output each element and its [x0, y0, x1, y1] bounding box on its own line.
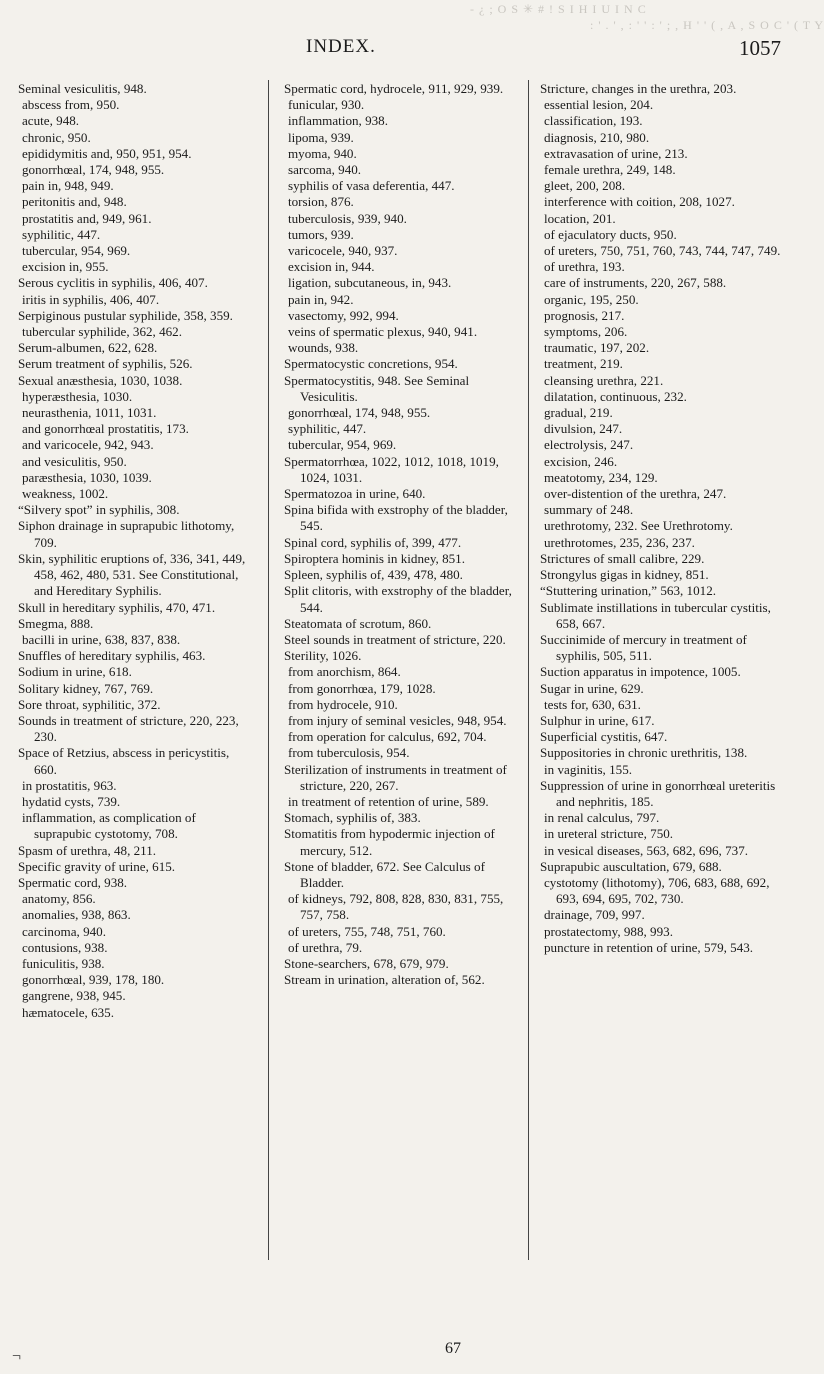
index-subentry: excision in, 955.	[22, 259, 109, 275]
corner-mark: ¬	[12, 1348, 22, 1365]
index-subentry: in renal calculus, 797.	[544, 810, 660, 826]
index-subentry: classification, 193.	[544, 113, 643, 129]
index-entry: Siphon drainage in suprapubic lithotomy, 709.	[18, 518, 235, 550]
index-entry: Spina bifida with exstrophy of the bladder, 545.	[284, 502, 508, 534]
index-subentry: excision in, 944.	[288, 259, 375, 275]
index-entry: Skin, syphilitic eruptions of, 336, 341, 449, 458, 462, 480, 531. See Constitutional, and Hereditary Syphilis.	[18, 550, 246, 599]
index-subentry: bacilli in urine, 638, 837, 838.	[22, 631, 181, 647]
index-subentry: peritonitis and, 948.	[22, 194, 127, 210]
column-divider	[268, 80, 269, 1260]
index-subentry: drainage, 709, 997.	[544, 907, 645, 923]
index-subentry: tests for, 630, 631.	[544, 696, 641, 712]
index-entry: Steatomata of scrotum, 860.	[284, 615, 432, 631]
index-subentry: interference with coition, 208, 1027.	[544, 194, 735, 210]
index-subentry: inflammation, as complication of suprapubic cystotomy, 708.	[22, 810, 196, 842]
index-entry: Stone of bladder, 672. See Calculus of Bladder.	[284, 858, 485, 890]
index-entry: Stone-searchers, 678, 679, 979.	[284, 955, 449, 971]
index-subentry: over-distention of the urethra, 247.	[544, 486, 727, 502]
index-entry: Smegma, 888.	[18, 615, 94, 631]
index-subentry: weakness, 1002.	[22, 486, 109, 502]
index-subentry: varicocele, 940, 937.	[288, 243, 398, 259]
index-entry: Strongylus gigas in kidney, 851.	[540, 567, 709, 583]
index-subentry: traumatic, 197, 202.	[544, 340, 650, 356]
index-entry: Spermatic cord, hydrocele, 911, 929, 939.	[284, 81, 504, 96]
page-header	[0, 36, 801, 66]
index-subentry: sarcoma, 940.	[288, 162, 362, 178]
index-subentry: organic, 195, 250.	[544, 291, 639, 307]
index-subentry: carcinoma, 940.	[22, 923, 106, 939]
index-subentry: in prostatitis, 963.	[22, 777, 117, 793]
index-subentry: prognosis, 217.	[544, 307, 625, 323]
index-subentry: of ureters, 755, 748, 751, 760.	[288, 923, 446, 939]
index-subentry: diagnosis, 210, 980.	[544, 129, 650, 145]
index-subentry: from hydrocele, 910.	[288, 696, 398, 712]
index-entry: Stomach, syphilis of, 383.	[284, 810, 421, 826]
index-subentry: iritis in syphilis, 406, 407.	[22, 291, 160, 307]
index-entry: Stricture, changes in the urethra, 203.	[540, 81, 737, 96]
index-subentry: funiculitis, 938.	[22, 955, 105, 971]
index-subentry: of urethra, 193.	[544, 259, 625, 275]
index-entry: Specific gravity of urine, 615.	[18, 858, 176, 874]
index-entry: Sterility, 1026.	[284, 648, 362, 664]
index-subentry: essential lesion, 204.	[544, 97, 654, 113]
index-entry: Sterilization of instruments in treatment of stricture, 220, 267.	[284, 761, 507, 793]
index-subentry: and gonorrhœal prostatitis, 173.	[22, 421, 189, 437]
index-subentry: vasectomy, 992, 994.	[288, 307, 399, 323]
index-subentry: paræsthesia, 1030, 1039.	[22, 469, 152, 485]
index-entry: Spermatorrhœa, 1022, 1012, 1018, 1019, 1024, 1031.	[284, 453, 499, 485]
index-entry: Suprapubic auscultation, 679, 688.	[540, 858, 722, 874]
index-entry: Superficial cystitis, 647.	[540, 729, 668, 745]
index-subentry: from anorchism, 864.	[288, 664, 401, 680]
index-subentry: anatomy, 856.	[22, 891, 96, 907]
index-entry: Suction apparatus in impotence, 1005.	[540, 664, 741, 680]
index-subentry: gonorrhœal, 174, 948, 955.	[22, 162, 165, 178]
index-subentry: of urethra, 79.	[288, 939, 363, 955]
index-subentry: tubercular syphilide, 362, 462.	[22, 324, 183, 340]
index-subentry: gonorrhœal, 939, 178, 180.	[22, 972, 165, 988]
index-subentry: and vesiculitis, 950.	[22, 453, 127, 469]
index-subentry: from injury of seminal vesicles, 948, 954.	[288, 712, 507, 728]
index-entry: Spermatozoa in urine, 640.	[284, 486, 426, 502]
index-subentry: care of instruments, 220, 267, 588.	[544, 275, 727, 291]
index-subentry: gradual, 219.	[544, 405, 613, 421]
index-entry: Skull in hereditary syphilis, 470, 471.	[18, 599, 216, 615]
index-subentry: of kidneys, 792, 808, 828, 830, 831, 755, 757, 758.	[288, 891, 504, 923]
index-subentry: from tuberculosis, 954.	[288, 745, 410, 761]
index-column-3	[540, 81, 784, 956]
index-entry: Suppression of urine in gonorrhœal ureteritis and nephritis, 185.	[540, 777, 776, 809]
index-subentry: of ureters, 750, 751, 760, 743, 744, 747, 749.	[544, 243, 781, 259]
index-entry: Steel sounds in treatment of stricture, 220.	[284, 631, 506, 647]
index-subentry: funicular, 930.	[288, 97, 365, 113]
index-subentry: treatment, 219.	[544, 356, 623, 372]
index-entry: Sodium in urine, 618.	[18, 664, 132, 680]
index-subentry: urethrotomes, 235, 236, 237.	[544, 534, 695, 550]
index-subentry: prostatectomy, 988, 993.	[544, 923, 673, 939]
page-title: INDEX.	[306, 36, 376, 57]
index-subentry: electrolysis, 247.	[544, 437, 634, 453]
page-number: 1057	[739, 36, 781, 60]
index-entry: Strictures of small calibre, 229.	[540, 550, 705, 566]
index-entry: Sugar in urine, 629.	[540, 680, 644, 696]
index-subentry: torsion, 876.	[288, 194, 354, 210]
index-entry: Serum-albumen, 622, 628.	[18, 340, 158, 356]
index-entry: Snuffles of hereditary syphilis, 463.	[18, 648, 206, 664]
index-subentry: divulsion, 247.	[544, 421, 623, 437]
index-entry: Sublimate instillations in tubercular cystitis, 658, 667.	[540, 599, 771, 631]
index-subentry: tubercular, 954, 969.	[288, 437, 397, 453]
index-subentry: pain in, 942.	[288, 291, 354, 307]
index-subentry: symptoms, 206.	[544, 324, 628, 340]
index-entry: Split clitoris, with exstrophy of the bladder, 544.	[284, 583, 512, 615]
index-subentry: myoma, 940.	[288, 145, 357, 161]
index-subentry: inflammation, 938.	[288, 113, 389, 129]
column-divider	[528, 80, 529, 1260]
index-entry: Spinal cord, syphilis of, 399, 477.	[284, 534, 462, 550]
index-subentry: syphilitic, 447.	[22, 226, 101, 242]
index-subentry: dilatation, continuous, 232.	[544, 388, 687, 404]
index-subentry: syphilitic, 447.	[288, 421, 367, 437]
index-entry: Suppositories in chronic urethritis, 138.	[540, 745, 748, 761]
index-subentry: in vaginitis, 155.	[544, 761, 633, 777]
index-column-1	[18, 81, 252, 1021]
index-subentry: hæmatocele, 635.	[22, 1004, 114, 1020]
index-subentry: epididymitis and, 950, 951, 954.	[22, 145, 192, 161]
index-entry: Sexual anæsthesia, 1030, 1038.	[18, 372, 183, 388]
index-entry: Space of Retzius, abscess in pericystitis, 660.	[18, 745, 230, 777]
index-subentry: in vesical diseases, 563, 682, 696, 737.	[544, 842, 749, 858]
index-subentry: lipoma, 939.	[288, 129, 354, 145]
index-entry: Serum treatment of syphilis, 526.	[18, 356, 193, 372]
index-subentry: wounds, 938.	[288, 340, 359, 356]
index-subentry: syphilis of vasa deferentia, 447.	[288, 178, 455, 194]
index-subentry: tumors, 939.	[288, 226, 354, 242]
index-subentry: tubercular, 954, 969.	[22, 243, 131, 259]
index-subentry: urethrotomy, 232. See Urethrotomy.	[544, 518, 733, 534]
index-entry: Solitary kidney, 767, 769.	[18, 680, 154, 696]
index-entry: “Stuttering urination,” 563, 1012.	[540, 583, 717, 599]
index-subentry: contusions, 938.	[22, 939, 108, 955]
index-subentry: ligation, subcutaneous, in, 943.	[288, 275, 452, 291]
index-subentry: from operation for calculus, 692, 704.	[288, 729, 487, 745]
index-entry: “Silvery spot” in syphilis, 308.	[18, 502, 180, 518]
index-subentry: of ejaculatory ducts, 950.	[544, 226, 677, 242]
bleed-through-text: - ¿ ; O S ✳ # ! S I H I U I N C	[470, 2, 647, 16]
index-subentry: abscess from, 950.	[22, 97, 120, 113]
index-entry: Stream in urination, alteration of, 562.	[284, 972, 485, 988]
index-entry: Serpiginous pustular syphilide, 358, 359.	[18, 307, 233, 323]
index-entry: Spermatocystic concretions, 954.	[284, 356, 458, 372]
index-subentry: in ureteral stricture, 750.	[544, 826, 674, 842]
index-subentry: veins of spermatic plexus, 940, 941.	[288, 324, 478, 340]
index-entry: Sounds in treatment of stricture, 220, 223, 230.	[18, 712, 239, 745]
index-subentry: chronic, 950.	[22, 129, 91, 145]
index-entry: Spermatocystitis, 948. See Seminal Vesiculitis.	[284, 372, 470, 404]
index-entry: Stomatitis from hypodermic injection of mercury, 512.	[284, 826, 495, 858]
index-subentry: meatotomy, 234, 129.	[544, 469, 658, 485]
bleed-through-text-2: : ' . ' , : ' ' : ' ; , H ' ' ( , A , S O C ' ( T Y	[590, 18, 824, 32]
index-subentry: and varicocele, 942, 943.	[22, 437, 154, 453]
index-subentry: cystotomy (lithotomy), 706, 683, 688, 692, 693, 694, 695, 702, 730.	[544, 874, 770, 907]
index-entry: Spleen, syphilis of, 439, 478, 480.	[284, 567, 463, 583]
index-column-2	[284, 81, 520, 988]
index-subentry: pain in, 948, 949.	[22, 178, 114, 194]
index-subentry: cleansing urethra, 221.	[544, 372, 664, 388]
index-entry: Spermatic cord, 938.	[18, 874, 128, 890]
index-entry: Sulphur in urine, 617.	[540, 712, 655, 728]
index-subentry: hydatid cysts, 739.	[22, 793, 121, 809]
index-entry: Sore throat, syphilitic, 372.	[18, 696, 161, 712]
index-entry: Succinimide of mercury in treatment of syphilis, 505, 511.	[540, 631, 747, 664]
index-entry: Seminal vesiculitis, 948.	[18, 81, 147, 96]
index-subentry: summary of 248.	[544, 502, 634, 518]
signature-mark: 67	[445, 1340, 461, 1357]
index-subentry: gonorrhœal, 174, 948, 955.	[288, 405, 431, 421]
index-subentry: in treatment of retention of urine, 589.	[288, 793, 489, 809]
index-subentry: anomalies, 938, 863.	[22, 907, 131, 923]
index-subentry: hyperæsthesia, 1030.	[22, 388, 133, 404]
index-subentry: gangrene, 938, 945.	[22, 988, 126, 1004]
index-subentry: from gonorrhœa, 179, 1028.	[288, 680, 436, 696]
index-entry: Serous cyclitis in syphilis, 406, 407.	[18, 275, 208, 291]
index-subentry: excision, 246.	[544, 453, 618, 469]
index-subentry: female urethra, 249, 148.	[544, 162, 676, 178]
index-subentry: neurasthenia, 1011, 1031.	[22, 405, 157, 421]
index-subentry: prostatitis and, 949, 961.	[22, 210, 152, 226]
index-subentry: acute, 948.	[22, 113, 80, 129]
index-subentry: tuberculosis, 939, 940.	[288, 210, 407, 226]
index-subentry: location, 201.	[544, 210, 616, 226]
index-entry: Spasm of urethra, 48, 211.	[18, 842, 157, 858]
index-subentry: puncture in retention of urine, 579, 543.	[544, 939, 754, 955]
index-subentry: extravasation of urine, 213.	[544, 145, 688, 161]
index-entry: Spiroptera hominis in kidney, 851.	[284, 550, 465, 566]
index-subentry: gleet, 200, 208.	[544, 178, 626, 194]
